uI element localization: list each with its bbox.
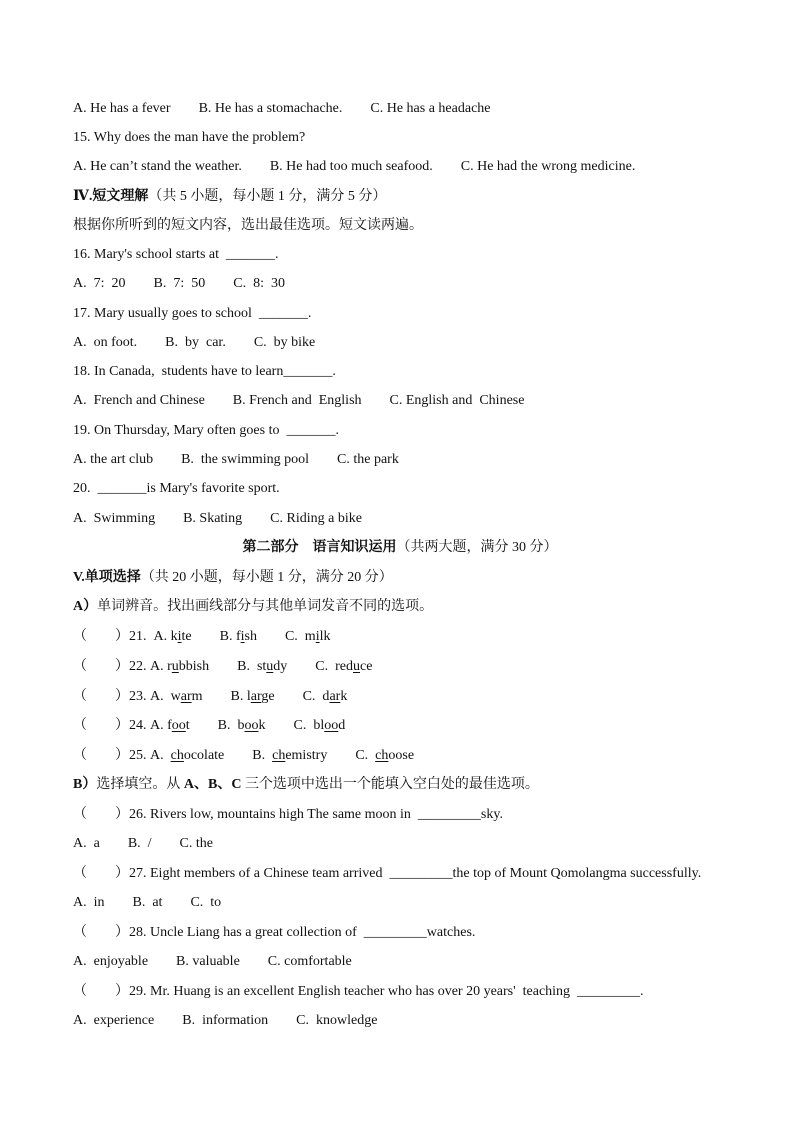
option-line-q27: A. in B. at C. to [73,895,222,910]
text-span: （ ）24. A. f [73,718,172,733]
question-20: 20. _______is Mary's favorite sport. [73,481,280,496]
underlined-sound: i [315,629,320,644]
text-span: emistry C. [285,748,376,763]
question-21 [73,628,330,646]
part-two-title: 第二部分 语言知识运用 [242,540,397,555]
underlined-sound: i [240,629,245,644]
underlined-sound: ch [375,748,389,763]
text-span: C [231,777,242,792]
section-iv-title: Ⅳ.短文理解 [73,189,149,204]
text-span: t B. b [185,718,245,733]
underlined-sound: ch [272,748,286,763]
underlined-sound: ar [250,689,262,704]
text-span: 选择填空。从 [96,777,184,792]
underlined-sound: i [177,629,182,644]
underlined-sound: u [353,659,361,674]
section-iv-heading [73,188,386,206]
subsection-b-heading [73,776,539,794]
option-line-q28: A. enjoyable B. valuable C. comfortable [73,954,352,969]
option-line-q19: A. the art club B. the swimming pool C. the park [73,452,399,467]
question-16: 16. Mary's school starts at _______. [73,247,279,262]
option-line-q20: A. Swimming B. Skating C. Riding a bike [73,511,362,526]
section-v-heading [73,569,393,587]
text-span: 三个选项中选出一个能填入空白处的最佳选项。 [241,777,539,792]
text-span: dy C. red [273,659,354,674]
underlined-sound: ar [329,689,341,704]
text-span: （ ）22. A. r [73,659,172,674]
text-span: oose [388,748,415,763]
option-line-q26: A. a B. / C. the [73,836,213,851]
option-line-q14: A. He has a fever B. He has a stomachache. C. He has a headache [73,101,491,116]
text-span: ce [360,659,373,674]
section-iv-note: （共 5 小题，每小题 1 分，满分 5 分） [148,189,387,204]
text-span: A [183,777,194,792]
text-span: ocolate B. [183,748,273,763]
text-span: lk [319,629,331,644]
section-v-note: （共 20 小题，每小题 1 分，满分 20 分） [140,570,393,585]
text-span: k C. bl [258,718,325,733]
text-span: 、 [193,777,208,792]
text-span: sh C. m [244,629,316,644]
text-span: （ ）21. A. k [73,629,178,644]
underlined-sound: u [266,659,274,674]
part-two-note: （共两大题，满分 30 分） [396,540,558,555]
underlined-sound: ar [180,689,192,704]
section-v-title: V.单项选择 [73,570,141,585]
text-span: B） [73,777,97,792]
text-span: （ ）25. A. [73,748,171,763]
text-span: ge C. d [261,689,330,704]
question-24 [73,717,345,735]
subsection-a-label: A） [73,599,98,614]
text-span: B [207,777,218,792]
text-span: k [340,689,348,704]
text-span: （ ）23. A. w [73,689,181,704]
text-span: te B. f [181,629,241,644]
option-line-q17: A. on foot. B. by car. C. by bike [73,335,316,350]
part-two-heading [0,539,800,557]
question-26: （ ）26. Rivers low, mountains high The same moon in _________sky. [73,807,503,822]
text-span: bbish B. st [178,659,267,674]
option-line-q15: A. He can’t stand the weather. B. He had too much seafood. C. He had the wrong medicine. [73,159,636,174]
option-line-q29: A. experience B. information C. knowledge [73,1013,378,1028]
underlined-sound: ch [170,748,184,763]
text-span: 、 [217,777,232,792]
question-19: 19. On Thursday, Mary often goes to _______. [73,423,339,438]
question-17: 17. Mary usually goes to school _______. [73,306,312,321]
text-span: d [338,718,346,733]
question-15: 15. Why does the man have the problem? [73,130,306,145]
underlined-sound: oo [171,718,186,733]
question-18: 18. In Canada, students have to learn_______. [73,364,336,379]
question-22 [73,658,372,676]
text-span: m B. l [191,689,251,704]
question-25 [73,747,414,765]
underlined-sound: oo [244,718,259,733]
subsection-a-heading [73,598,433,616]
question-29: （ ）29. Mr. Huang is an excellent English teacher who has over 20 years' teaching _________. [73,984,644,999]
underlined-sound: u [171,659,179,674]
section-iv-instruction: 根据你所听到的短文内容，选出最佳选项。短文读两遍。 [73,218,423,233]
question-23 [73,688,347,706]
underlined-sound: oo [324,718,339,733]
question-27: （ ）27. Eight members of a Chinese team arrived _________the top of Mount Qomolangma successfully. [73,866,702,881]
subsection-a-instruction: 单词辨音。找出画线部分与其他单词发音不同的选项。 [97,599,434,614]
option-line-q18: A. French and Chinese B. French and English C. English and Chinese [73,393,525,408]
option-line-q16: A. 7: 20 B. 7: 50 C. 8: 30 [73,276,285,291]
question-28: （ ）28. Uncle Liang has a great collection of _________watches. [73,925,476,940]
